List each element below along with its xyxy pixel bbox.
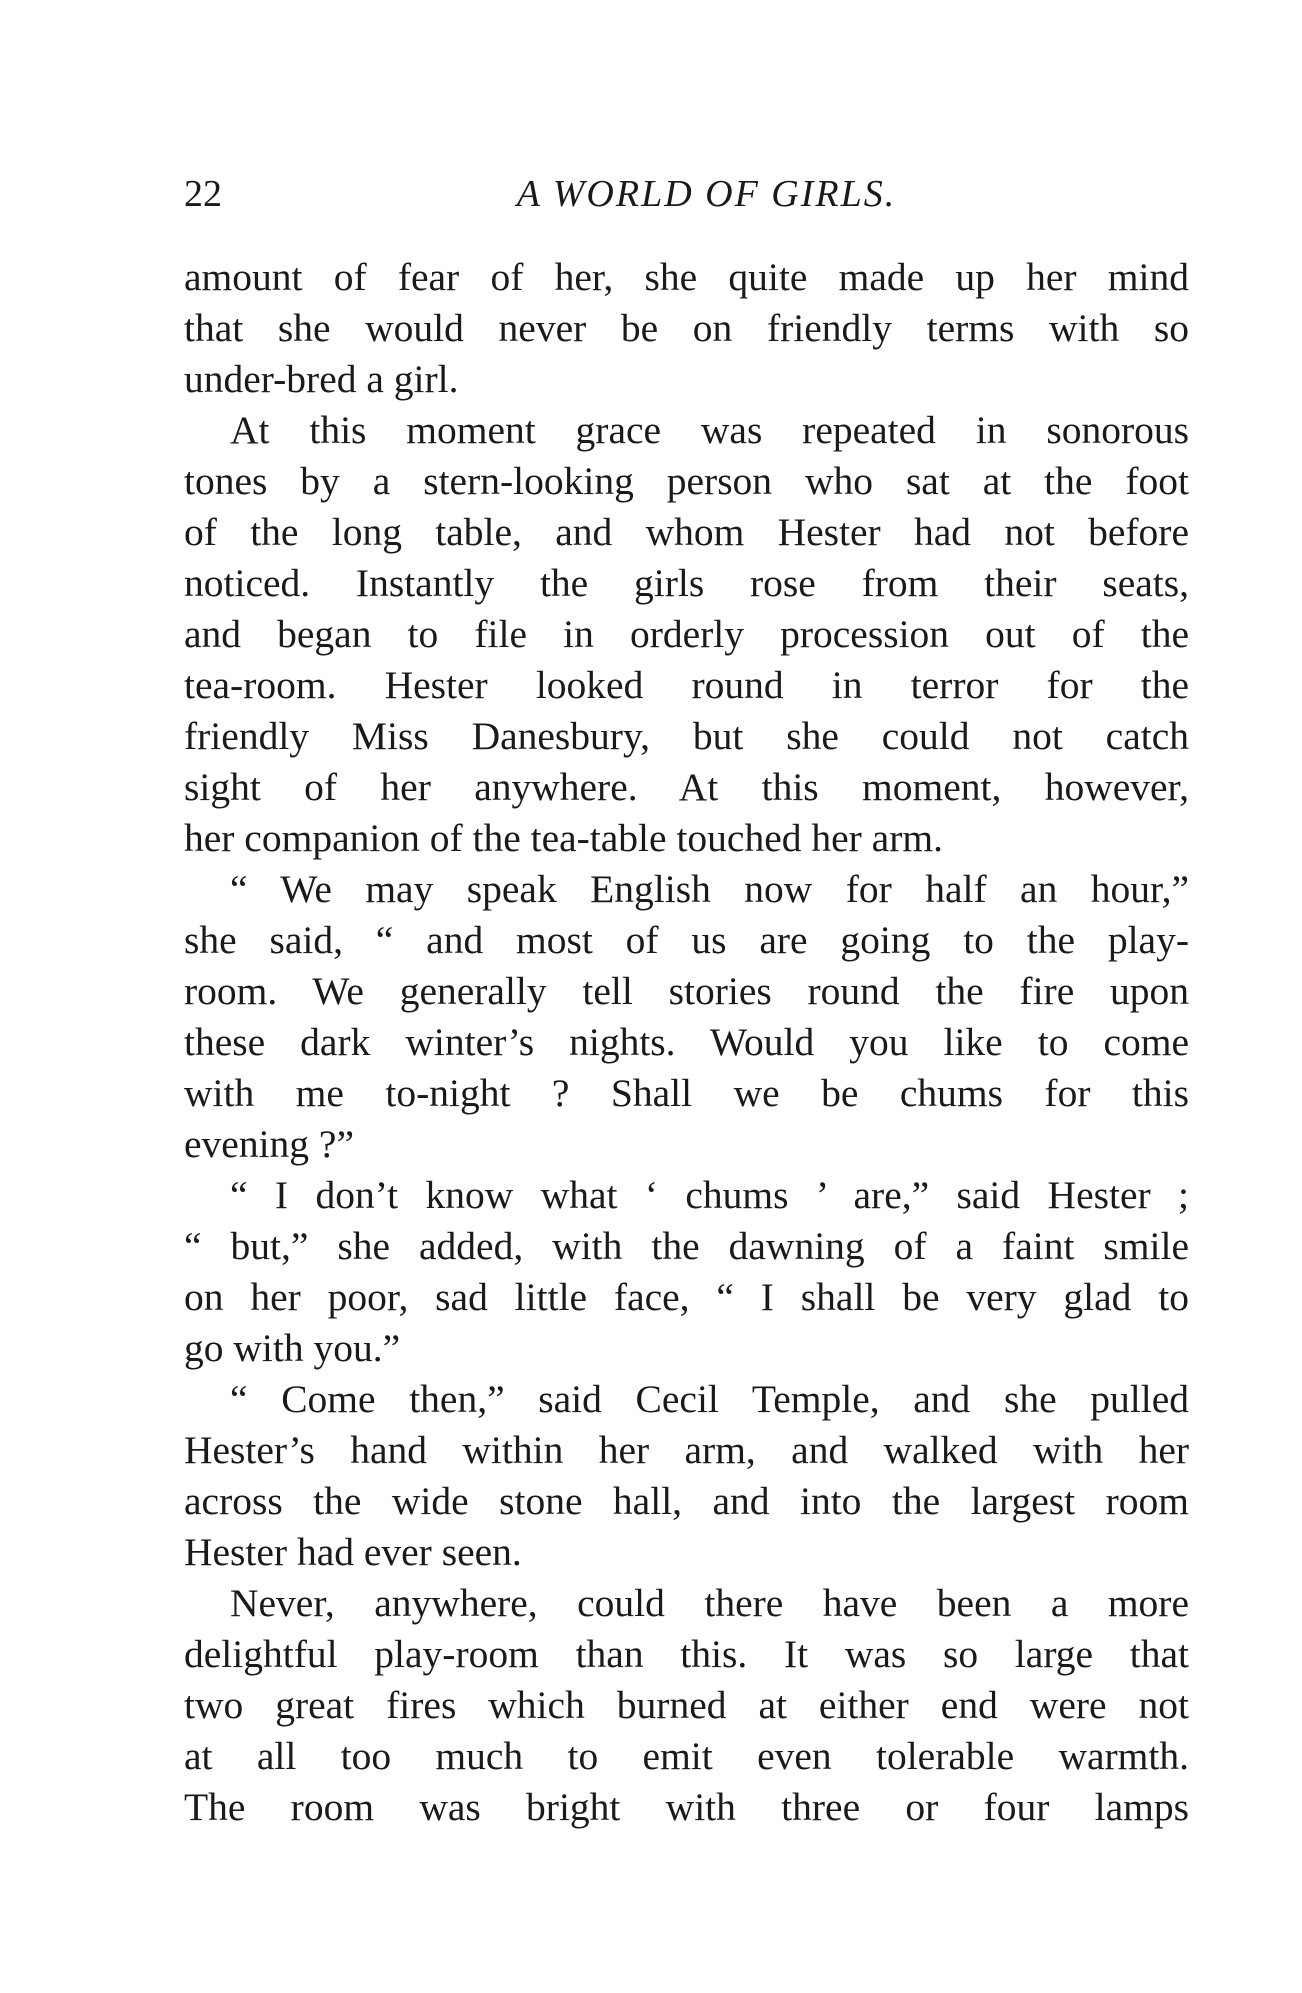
text-line: evening ?” <box>184 1122 354 1166</box>
text-line: Never, anywhere, could there have been a more <box>230 1581 1189 1625</box>
text-line: “ We may speak English now for half an hour,” <box>230 867 1189 911</box>
text-line: across the wide stone hall, and into the largest room <box>184 1479 1189 1523</box>
text-line: Hester had ever seen. <box>184 1530 522 1574</box>
text-line: friendly Miss Danesbury, but she could not catch <box>184 714 1189 758</box>
running-head <box>184 170 1189 218</box>
text-line: go with you.” <box>184 1326 401 1370</box>
text-line: with me to-night ? Shall we be chums for this <box>184 1071 1189 1115</box>
text-line: tones by a stern-looking person who sat at the foot <box>184 459 1189 503</box>
text-line: of the long table, and whom Hester had not before <box>184 510 1189 554</box>
text-line: on her poor, sad little face, “ I shall be very glad to <box>184 1275 1189 1319</box>
text-line: these dark winter’s nights. Would you like to come <box>184 1020 1189 1064</box>
text-line: Hester’s hand within her arm, and walked with her <box>184 1428 1189 1472</box>
text-line: “ Come then,” said Cecil Temple, and she pulled <box>230 1377 1189 1421</box>
page-number: 22 <box>184 173 222 215</box>
text-line: “ I don’t know what ‘ chums ’ are,” said Hester ; <box>230 1173 1189 1217</box>
text-line: “ but,” she added, with the dawning of a faint smile <box>184 1224 1189 1268</box>
text-line: she said, “ and most of us are going to the play- <box>184 918 1189 962</box>
body-text <box>184 252 1189 1833</box>
running-title: A WORLD OF GIRLS. <box>516 173 897 215</box>
text-line: two great fires which burned at either end were not <box>184 1683 1189 1727</box>
text-line: delightful play-room than this. It was so large that <box>184 1632 1189 1676</box>
text-line: under-bred a girl. <box>184 357 459 401</box>
text-line: The room was bright with three or four lamps <box>184 1785 1189 1829</box>
text-line: and began to file in orderly procession out of the <box>184 612 1189 656</box>
text-line: that she would never be on friendly terms with so <box>184 306 1189 350</box>
text-line: At this moment grace was repeated in sonorous <box>230 408 1189 452</box>
text-line: room. We generally tell stories round the fire upon <box>184 969 1189 1013</box>
text-line: tea-room. Hester looked round in terror for the <box>184 663 1189 707</box>
text-line: sight of her anywhere. At this moment, however, <box>184 765 1189 809</box>
text-line: her companion of the tea-table touched her arm. <box>184 816 943 860</box>
text-line: at all too much to emit even tolerable warmth. <box>184 1734 1189 1778</box>
text-line: amount of fear of her, she quite made up her mind <box>184 255 1189 299</box>
text-line: noticed. Instantly the girls rose from their seats, <box>184 561 1189 605</box>
